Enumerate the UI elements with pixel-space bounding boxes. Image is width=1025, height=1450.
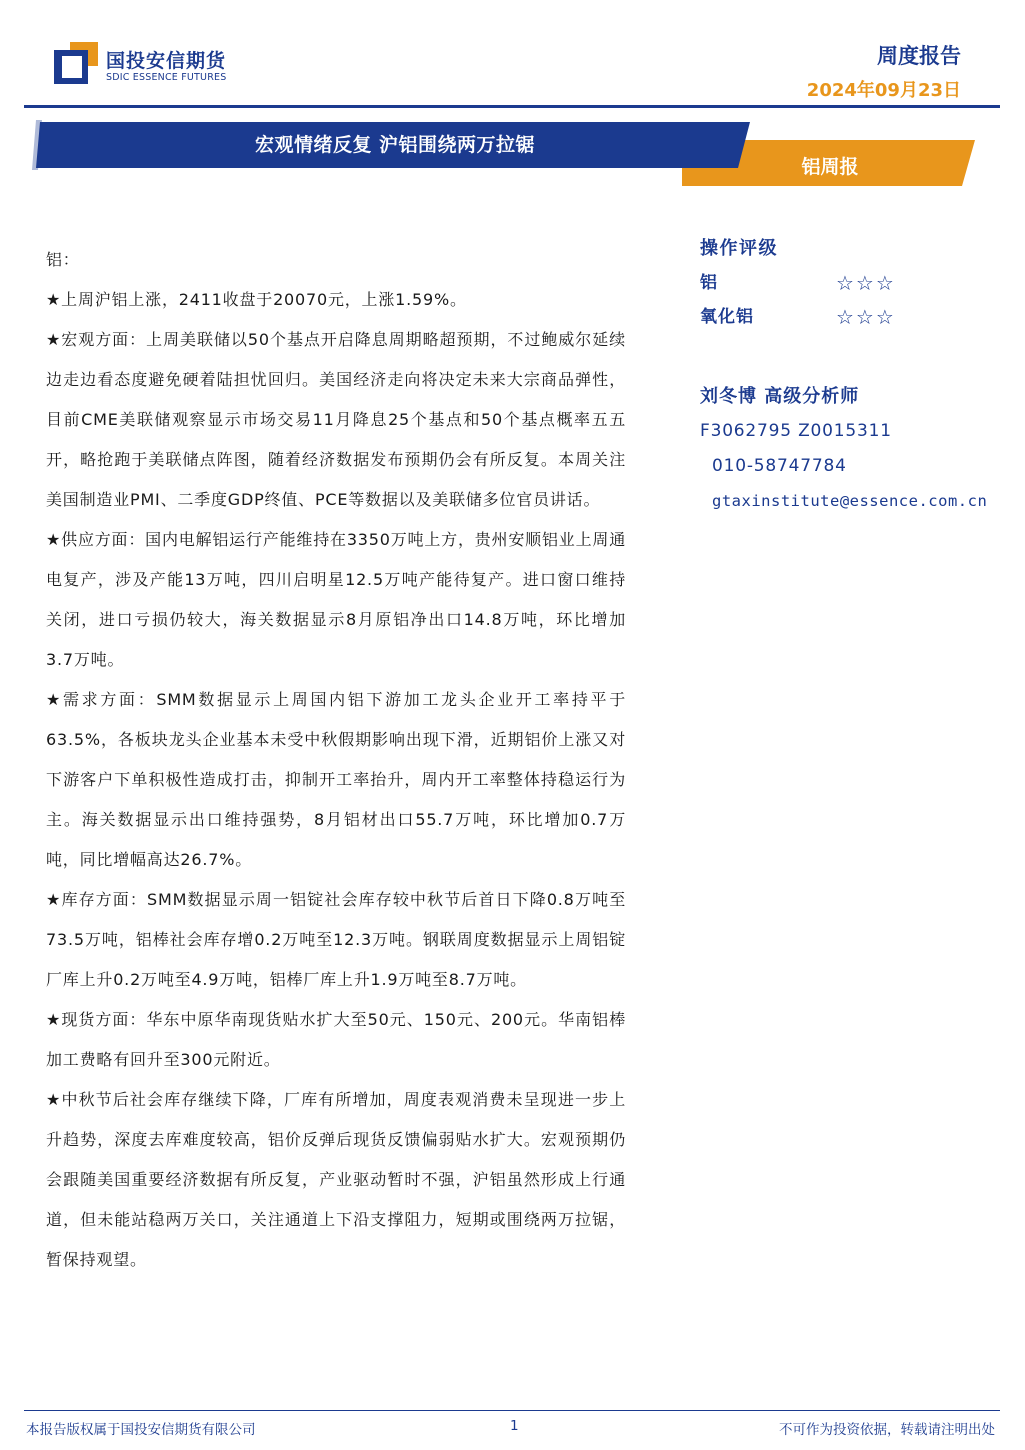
footer-divider [24, 1410, 1000, 1411]
sidebar [700, 232, 1020, 519]
paragraph-inventory: ★库存方面：SMM数据显示周一铝锭社会库存较中秋节后首日下降0.8万吨至73.5万吨，铝棒社会库存增0.2万吨至12.3万吨。钢联周度数据显示上周铝锭厂库上升0.2万吨至4.9万吨，铝棒厂库上升1.9万吨至8.7万吨。 [46, 890, 626, 989]
report-body [46, 240, 626, 1280]
paragraph-spot: ★现货方面：华东中原华南现货贴水扩大至50元、150元、200元。华南铝棒加工费略有回升至300元附近。 [46, 1010, 626, 1069]
report-category-tag: 铝周报 [801, 156, 859, 178]
analyst-phone: 010-58747784 [712, 456, 847, 476]
paragraph-macro: ★宏观方面：上周美联储以50个基点开启降息周期略超预期，不过鲍威尔延续边走边看态度避免硬着陆担忧回归。美国经济走向将决定未来大宗商品弹性，目前CME美联储观察显示市场交易11月降息25个基点和50个基点概率五五开，略抢跑于美联储点阵图，随着经济数据发布预期仍会有所反复。本周关注美国制造业PMI、二季度GDP终值、PCE等数据以及美联储多位官员讲话。 [46, 330, 626, 509]
paragraph-price-summary: ★上周沪铝上涨，2411收盘于20070元，上涨1.59%。 [46, 290, 467, 309]
report-type: 周度报告 [877, 44, 961, 68]
header-divider [24, 105, 1000, 108]
paragraph-conclusion: ★中秋节后社会库存继续下降，厂库有所增加，周度表观消费未呈现进一步上升趋势，深度去库难度较高，铝价反弹后现货反馈偏弱贴水扩大。宏观预期仍会跟随美国重要经济数据有所反复，产业驱动暂时不强，沪铝虽然形成上行通道，但未能站稳两万关口，关注通道上下沿支撑阻力，短期或围绕两万拉锯，暂保持观望。 [46, 1090, 626, 1269]
footer-copyright: 本报告版权属于国投安信期货有限公司 [26, 1422, 256, 1438]
star-rating-icon: ☆☆☆ [836, 271, 896, 295]
analyst-name: 刘冬博 高级分析师 [700, 386, 860, 407]
rating-label: 铝 [700, 273, 718, 293]
analyst-license: F3062795 Z0015311 [700, 421, 892, 441]
logo-text-en: SDIC ESSENCE FUTURES [106, 72, 227, 83]
company-logo [54, 42, 254, 92]
paragraph-supply: ★供应方面：国内电解铝运行产能维持在3350万吨上方，贵州安顺铝业上周通电复产，涉及产能13万吨，四川启明星12.5万吨产能待复产。进口窗口维持关闭，进口亏损仍较大，海关数据显示8月原铝净出口14.8万吨，环比增加3.7万吨。 [46, 530, 626, 669]
footer-disclaimer: 不可作为投资依据，转载请注明出处 [779, 1422, 995, 1438]
paragraph-demand: ★需求方面：SMM数据显示上周国内铝下游加工龙头企业开工率持平于63.5%，各板块龙头企业基本未受中秋假期影响出现下滑，近期铝价上涨又对下游客户下单积极性造成打击，抑制开工率抬升，周内开工率整体持稳运行为主。海关数据显示出口维持强势，8月铝材出口55.7万吨，环比增加0.7万吨，同比增幅高达26.7%。 [46, 690, 626, 869]
rating-label: 氧化铝 [700, 307, 754, 327]
rating-row [700, 266, 1020, 300]
star-rating-icon: ☆☆☆ [836, 305, 896, 329]
report-title: 宏观情绪反复 沪铝围绕两万拉锯 [254, 134, 536, 156]
logo-mark-icon [54, 42, 98, 86]
analyst-email[interactable]: gtaxinstitute@essence.com.cn [712, 492, 988, 510]
rating-heading: 操作评级 [700, 238, 778, 259]
rating-row [700, 300, 1020, 334]
section-heading: 铝： [46, 250, 80, 269]
page-number: 1 [510, 1418, 519, 1434]
logo-text-cn: 国投安信期货 [106, 50, 227, 72]
report-date: 2024年09月23日 [806, 80, 961, 101]
